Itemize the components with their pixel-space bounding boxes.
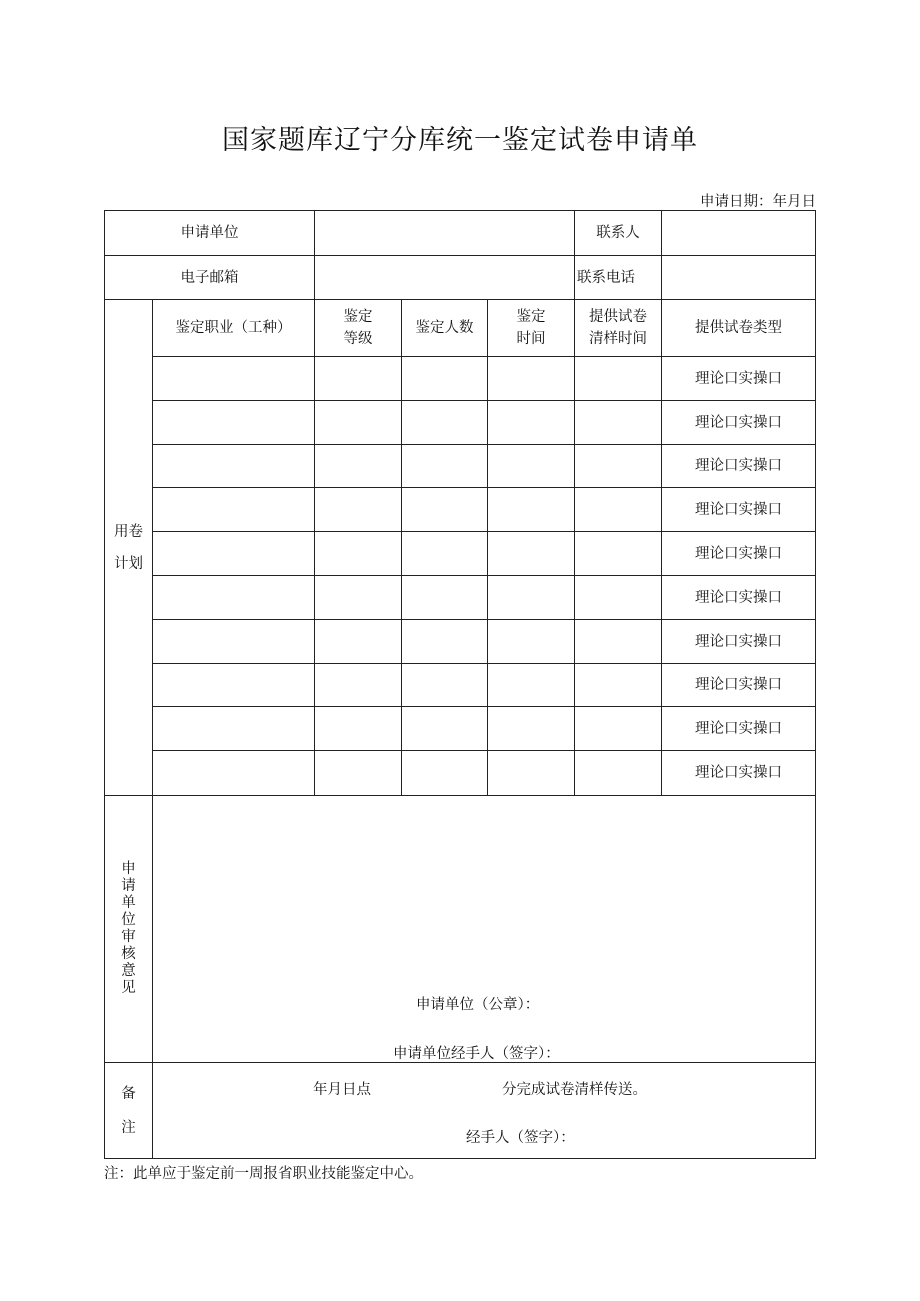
contact-field[interactable] xyxy=(662,211,815,255)
level-cell[interactable] xyxy=(315,664,401,706)
level-cell[interactable] xyxy=(315,576,401,619)
col-type-header: 提供试卷类型 xyxy=(695,320,782,336)
remarks-handler-signature-line: 经手人（签字）： xyxy=(466,1130,575,1146)
provide-time-cell[interactable] xyxy=(575,707,661,750)
provide-time-cell[interactable] xyxy=(575,620,661,663)
level-cell[interactable] xyxy=(315,445,401,487)
provide-time-cell[interactable] xyxy=(575,357,661,400)
level-cell[interactable] xyxy=(315,357,401,400)
occupation-cell[interactable] xyxy=(153,620,314,663)
email-label: 电子邮箱 xyxy=(180,269,239,286)
col-level-line2: 等级 xyxy=(343,331,373,347)
col-level-header xyxy=(315,300,401,356)
provide-time-cell[interactable] xyxy=(575,664,661,706)
col-time-line2: 时间 xyxy=(516,331,546,347)
plan-label-line1: 用卷 xyxy=(114,523,143,540)
occupation-cell[interactable] xyxy=(153,664,314,706)
count-cell[interactable] xyxy=(402,707,487,750)
provide-time-cell[interactable] xyxy=(575,488,661,531)
col-count-header: 鉴定人数 xyxy=(415,320,474,336)
occupation-cell[interactable] xyxy=(153,445,314,487)
paper-type-options[interactable]: 理论口实操口 xyxy=(695,589,782,606)
review-label-char: 申 xyxy=(121,861,136,877)
review-label-char: 核 xyxy=(121,946,136,962)
apply-date: 申请日期：年月日 xyxy=(700,194,816,210)
provide-time-cell[interactable] xyxy=(575,445,661,487)
time-cell[interactable] xyxy=(488,488,574,531)
paper-type-options[interactable]: 理论口实操口 xyxy=(695,633,782,650)
paper-type-options[interactable]: 理论口实操口 xyxy=(695,458,782,474)
time-cell[interactable] xyxy=(488,532,574,575)
review-label-char: 位 xyxy=(121,912,136,928)
col-provide-time-line2: 清样时间 xyxy=(589,331,647,347)
count-cell[interactable] xyxy=(402,664,487,706)
review-label-char: 意 xyxy=(121,963,136,979)
paper-type-options[interactable]: 理论口实操口 xyxy=(695,765,782,781)
count-cell[interactable] xyxy=(402,576,487,619)
time-cell[interactable] xyxy=(488,620,574,663)
paper-type-options[interactable]: 理论口实操口 xyxy=(695,720,782,737)
col-level-line1: 鉴定 xyxy=(343,309,373,325)
time-cell[interactable] xyxy=(488,707,574,750)
remarks-label-line2: 注 xyxy=(121,1119,136,1136)
occupation-cell[interactable] xyxy=(153,576,314,619)
level-cell[interactable] xyxy=(315,707,401,750)
time-cell[interactable] xyxy=(488,445,574,487)
level-cell[interactable] xyxy=(315,620,401,663)
unit-field[interactable] xyxy=(315,211,574,255)
count-cell[interactable] xyxy=(402,357,487,400)
review-label-char: 请 xyxy=(121,878,136,894)
review-label-char: 审 xyxy=(121,929,136,945)
paper-type-options[interactable]: 理论口实操口 xyxy=(695,677,782,693)
provide-time-cell[interactable] xyxy=(575,401,661,444)
page-title: 国家题库辽宁分库统一鉴定试卷申请单 xyxy=(222,125,698,156)
unit-handler-signature-line: 申请单位经手人（签字）： xyxy=(393,1046,560,1062)
footer-note: 注：此单应于鉴定前一周报省职业技能鉴定中心。 xyxy=(104,1166,423,1182)
paper-type-options[interactable]: 理论口实操口 xyxy=(695,414,782,431)
level-cell[interactable] xyxy=(315,401,401,444)
time-cell[interactable] xyxy=(488,664,574,706)
col-occupation-header: 鉴定职业（工种） xyxy=(175,320,292,336)
contact-label: 联系人 xyxy=(596,225,640,241)
provide-time-cell[interactable] xyxy=(575,532,661,575)
review-label-char: 单 xyxy=(121,895,136,911)
level-cell[interactable] xyxy=(315,488,401,531)
count-cell[interactable] xyxy=(402,401,487,444)
time-cell[interactable] xyxy=(488,357,574,400)
level-cell[interactable] xyxy=(315,532,401,575)
time-cell[interactable] xyxy=(488,401,574,444)
unit-label: 申请单位 xyxy=(180,225,239,241)
occupation-cell[interactable] xyxy=(153,488,314,531)
unit-seal-line: 申请单位（公章）： xyxy=(416,997,540,1013)
count-cell[interactable] xyxy=(402,751,487,795)
paper-type-options[interactable]: 理论口实操口 xyxy=(695,370,782,387)
col-time-header xyxy=(488,300,574,356)
review-label-char: 见 xyxy=(121,980,136,996)
time-cell[interactable] xyxy=(488,576,574,619)
col-time-line1: 鉴定 xyxy=(516,309,546,325)
paper-type-options[interactable]: 理论口实操口 xyxy=(695,545,782,562)
level-cell[interactable] xyxy=(315,751,401,795)
provide-time-cell[interactable] xyxy=(575,576,661,619)
occupation-cell[interactable] xyxy=(153,707,314,750)
occupation-cell[interactable] xyxy=(153,751,314,795)
remarks-date-line: 年月日点 xyxy=(313,1082,371,1098)
phone-field[interactable] xyxy=(662,256,815,299)
count-cell[interactable] xyxy=(402,488,487,531)
remarks-completion-line: 分完成试卷清样传送。 xyxy=(502,1082,647,1098)
plan-section-label xyxy=(105,300,152,795)
application-form-table xyxy=(104,210,816,1159)
email-field[interactable] xyxy=(315,256,574,299)
remarks-label-line1: 备 xyxy=(121,1085,136,1102)
paper-type-options[interactable]: 理论口实操口 xyxy=(695,501,782,518)
phone-label: 联系电话 xyxy=(577,269,635,286)
col-provide-time-header xyxy=(575,300,661,356)
count-cell[interactable] xyxy=(402,445,487,487)
count-cell[interactable] xyxy=(402,532,487,575)
occupation-cell[interactable] xyxy=(153,401,314,444)
provide-time-cell[interactable] xyxy=(575,751,661,795)
col-provide-time-line1: 提供试卷 xyxy=(589,309,647,325)
remarks-section-label xyxy=(105,1063,152,1158)
plan-label-line2: 计划 xyxy=(114,555,143,572)
review-section-label xyxy=(105,796,152,1062)
time-cell[interactable] xyxy=(488,751,574,795)
occupation-cell[interactable] xyxy=(153,532,314,575)
count-cell[interactable] xyxy=(402,620,487,663)
occupation-cell[interactable] xyxy=(153,357,314,400)
